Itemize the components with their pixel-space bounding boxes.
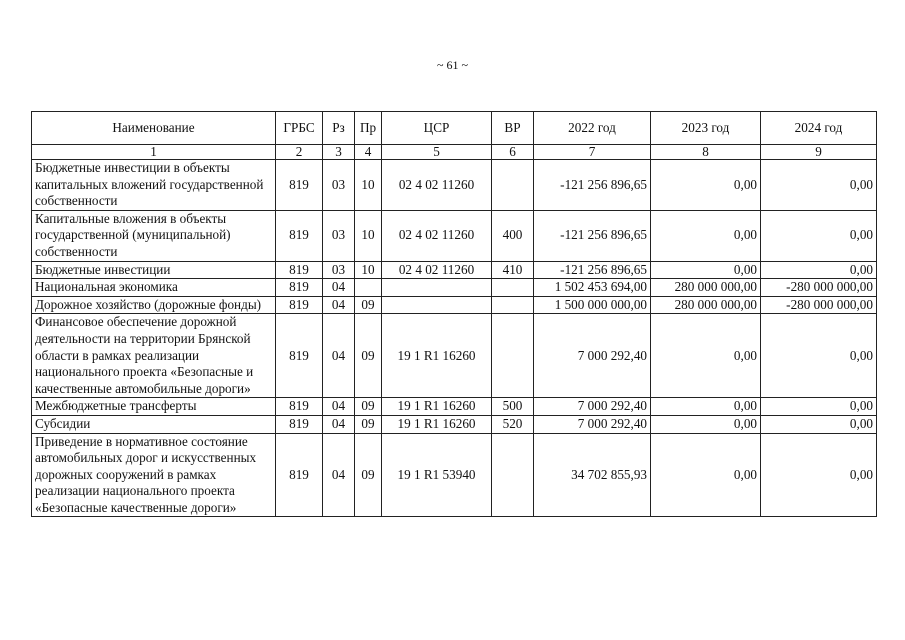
row-2022: 7 000 292,40 (534, 398, 651, 416)
row-grbs: 819 (276, 210, 323, 261)
column-number: 9 (761, 145, 877, 160)
column-number: 3 (323, 145, 355, 160)
row-grbs: 819 (276, 398, 323, 416)
header-vr: ВР (492, 112, 534, 145)
column-number: 1 (32, 145, 276, 160)
row-pr: 09 (355, 296, 382, 314)
row-2022: 7 000 292,40 (534, 314, 651, 398)
row-2022: 1 502 453 694,00 (534, 279, 651, 297)
row-pr: 09 (355, 398, 382, 416)
row-vr (492, 314, 534, 398)
row-name: Бюджетные инвестиции (32, 261, 276, 279)
table-row (32, 296, 877, 314)
table-row (32, 261, 877, 279)
row-rz: 04 (323, 296, 355, 314)
row-2023: 0,00 (651, 415, 761, 433)
header-pr: Пр (355, 112, 382, 145)
column-number: 5 (382, 145, 492, 160)
row-2024: 0,00 (761, 160, 877, 211)
row-2024: 0,00 (761, 415, 877, 433)
row-name: Приведение в нормативное состояние автомобильных дорог и искусственных дорожных сооружений в рамках реализации национального проекта «Безопасные качественные дороги» (32, 433, 276, 517)
header-row (32, 112, 877, 145)
row-name: Дорожное хозяйство (дорожные фонды) (32, 296, 276, 314)
row-rz: 03 (323, 160, 355, 211)
row-name: Национальная экономика (32, 279, 276, 297)
row-name: Субсидии (32, 415, 276, 433)
row-2024: 0,00 (761, 210, 877, 261)
row-csr: 19 1 R1 16260 (382, 314, 492, 398)
row-csr: 19 1 R1 53940 (382, 433, 492, 517)
row-grbs: 819 (276, 296, 323, 314)
header-2024: 2024 год (761, 112, 877, 145)
row-vr: 500 (492, 398, 534, 416)
row-rz: 04 (323, 314, 355, 398)
table-row (32, 279, 877, 297)
row-rz: 03 (323, 261, 355, 279)
column-number: 7 (534, 145, 651, 160)
row-rz: 04 (323, 415, 355, 433)
row-pr: 09 (355, 415, 382, 433)
column-number: 2 (276, 145, 323, 160)
row-grbs: 819 (276, 261, 323, 279)
row-vr (492, 433, 534, 517)
header-2022: 2022 год (534, 112, 651, 145)
row-2023: 280 000 000,00 (651, 279, 761, 297)
row-2022: 1 500 000 000,00 (534, 296, 651, 314)
row-pr: 10 (355, 261, 382, 279)
row-csr: 19 1 R1 16260 (382, 415, 492, 433)
row-grbs: 819 (276, 433, 323, 517)
row-2024: 0,00 (761, 261, 877, 279)
row-rz: 04 (323, 398, 355, 416)
row-2024: 0,00 (761, 398, 877, 416)
header-name: Наименование (32, 112, 276, 145)
row-2022: -121 256 896,65 (534, 261, 651, 279)
column-number-row (32, 145, 877, 160)
row-rz: 04 (323, 279, 355, 297)
row-2022: -121 256 896,65 (534, 160, 651, 211)
row-vr (492, 279, 534, 297)
row-name: Межбюджетные трансферты (32, 398, 276, 416)
row-2023: 280 000 000,00 (651, 296, 761, 314)
table-row (32, 433, 877, 517)
row-vr (492, 160, 534, 211)
row-pr: 09 (355, 433, 382, 517)
header-2023: 2023 год (651, 112, 761, 145)
row-csr: 02 4 02 11260 (382, 210, 492, 261)
row-rz: 04 (323, 433, 355, 517)
row-2023: 0,00 (651, 314, 761, 398)
row-2023: 0,00 (651, 160, 761, 211)
row-pr: 10 (355, 160, 382, 211)
row-vr: 400 (492, 210, 534, 261)
row-grbs: 819 (276, 415, 323, 433)
table-row (32, 398, 877, 416)
page-number: ~ 61 ~ (437, 58, 468, 72)
row-csr: 19 1 R1 16260 (382, 398, 492, 416)
row-grbs: 819 (276, 279, 323, 297)
row-csr (382, 296, 492, 314)
row-2022: -121 256 896,65 (534, 210, 651, 261)
table-row (32, 314, 877, 398)
row-name: Финансовое обеспечение дорожной деятельности на территории Брянской области в рамках реализации национального проекта «Безопасные и качественные автомобильные дороги» (32, 314, 276, 398)
row-csr: 02 4 02 11260 (382, 160, 492, 211)
row-pr: 09 (355, 314, 382, 398)
row-vr: 410 (492, 261, 534, 279)
budget-table (31, 111, 877, 517)
header-rz: Рз (323, 112, 355, 145)
row-2023: 0,00 (651, 210, 761, 261)
row-vr (492, 296, 534, 314)
row-csr: 02 4 02 11260 (382, 261, 492, 279)
row-name: Бюджетные инвестиции в объекты капитальных вложений государственной собственности (32, 160, 276, 211)
header-csr: ЦСР (382, 112, 492, 145)
table-row (32, 415, 877, 433)
header-grbs: ГРБС (276, 112, 323, 145)
row-pr: 10 (355, 210, 382, 261)
row-2024: -280 000 000,00 (761, 296, 877, 314)
row-grbs: 819 (276, 314, 323, 398)
table-row (32, 160, 877, 211)
row-pr (355, 279, 382, 297)
row-2022: 7 000 292,40 (534, 415, 651, 433)
row-2023: 0,00 (651, 398, 761, 416)
row-name: Капитальные вложения в объекты государственной (муниципальной) собственности (32, 210, 276, 261)
row-csr (382, 279, 492, 297)
row-vr: 520 (492, 415, 534, 433)
row-2023: 0,00 (651, 433, 761, 517)
row-2023: 0,00 (651, 261, 761, 279)
row-2024: 0,00 (761, 314, 877, 398)
row-grbs: 819 (276, 160, 323, 211)
row-rz: 03 (323, 210, 355, 261)
row-2024: 0,00 (761, 433, 877, 517)
table-row (32, 210, 877, 261)
column-number: 6 (492, 145, 534, 160)
row-2022: 34 702 855,93 (534, 433, 651, 517)
column-number: 8 (651, 145, 761, 160)
column-number: 4 (355, 145, 382, 160)
row-2024: -280 000 000,00 (761, 279, 877, 297)
